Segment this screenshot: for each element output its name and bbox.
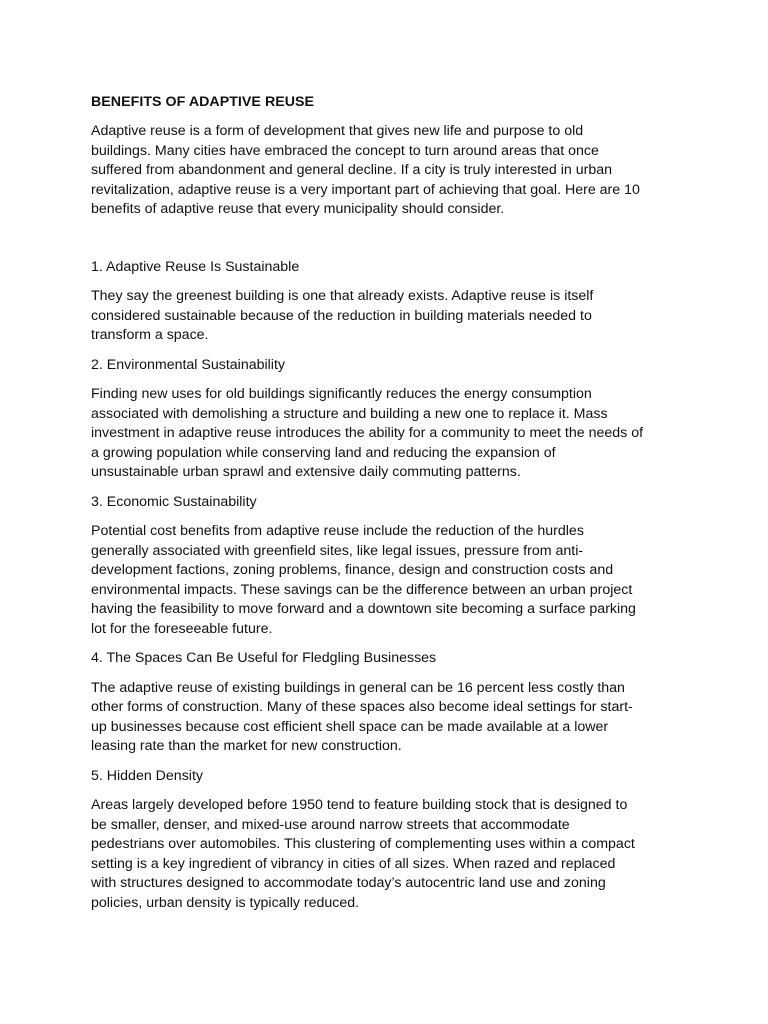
paragraph-line: setting is a key ingredient of vibrancy in cities of all sizes. When razed and replaced: [91, 855, 616, 872]
intro-line: Adaptive reuse is a form of development that gives new life and purpose to old: [91, 123, 584, 139]
paragraph-line: The adaptive reuse of existing buildings in general can be 16 percent less costly than: [91, 679, 625, 696]
paragraph-line: Areas largely developed before 1950 tend to feature building stock that is designed to: [91, 797, 628, 813]
paragraph-line: They say the greenest building is one that already exists. Adaptive reuse is itself: [91, 288, 594, 304]
section-paragraph: [91, 287, 691, 346]
paragraph-line: pedestrians over automobiles. This clustering of complementing uses within a compact: [91, 836, 635, 852]
intro-line: benefits of adaptive reuse that every municipality should consider.: [91, 201, 505, 217]
section-3: [91, 493, 691, 640]
paragraph-line: a growing population while conserving land and reducing the expansion of: [91, 444, 556, 461]
paragraph-line: unsustainable urban sprawl and extensive daily commuting patterns.: [91, 464, 521, 480]
paragraph-line: having the feasibility to move forward and a downtown site becoming a surface parking: [91, 601, 636, 617]
section-paragraph: [91, 522, 691, 639]
section-heading: 2. Environmental Sustainability: [91, 356, 285, 373]
document-page: [91, 93, 691, 923]
section-2: [91, 356, 691, 483]
intro-paragraph: [91, 122, 691, 220]
section-4: [91, 649, 691, 757]
section-1: [91, 258, 691, 346]
paragraph-line: leasing rate than the market for new construction.: [91, 738, 402, 754]
intro-line: revitalization, adaptive reuse is a very important part of achieving that goal. Here are 10: [91, 181, 640, 198]
section-heading: 5. Hidden Density: [91, 767, 203, 784]
intro-line: buildings. Many cities have embraced the concept to turn around areas that once: [91, 142, 599, 159]
document-title: BENEFITS OF ADAPTIVE REUSE: [91, 94, 315, 110]
paragraph-line: investment in adaptive reuse introduces the ability for a community to meet the needs of: [91, 425, 644, 441]
intro-line: suffered from abandonment and general decline. If a city is truly interested in urban: [91, 162, 613, 178]
section-paragraph: [91, 796, 691, 913]
section-5: [91, 767, 691, 914]
paragraph-line: transform a space.: [91, 327, 209, 343]
section-heading: 1. Adaptive Reuse Is Sustainable: [91, 258, 300, 275]
paragraph-line: other forms of construction. Many of these spaces also become ideal settings for start-: [91, 699, 633, 715]
paragraph-line: environmental impacts. These savings can be the difference between an urban project: [91, 581, 633, 598]
paragraph-line: with structures designed to accommodate today’s autocentric land use and zoning: [91, 875, 606, 891]
paragraph-line: policies, urban density is typically reduced.: [91, 894, 360, 911]
paragraph-line: associated with demolishing a structure and building a new one to replace it. Mass: [91, 405, 608, 422]
section-heading: 3. Economic Sustainability: [91, 493, 257, 510]
paragraph-line: considered sustainable because of the reduction in building materials needed to: [91, 307, 592, 324]
section-paragraph: [91, 385, 691, 483]
paragraph-line: development factions, zoning problems, finance, design and construction costs and: [91, 562, 614, 578]
paragraph-line: generally associated with greenfield sites, like legal issues, pressure from anti-: [91, 542, 584, 559]
paragraph-line: Potential cost benefits from adaptive reuse include the reduction of the hurdles: [91, 523, 584, 539]
paragraph-line: be smaller, denser, and mixed-use around narrow streets that accommodate: [91, 816, 570, 833]
paragraph-line: lot for the foreseeable future.: [91, 620, 273, 637]
paragraph-line: Finding new uses for old buildings significantly reduces the energy consumption: [91, 386, 592, 402]
section-paragraph: [91, 679, 691, 757]
section-heading: 4. The Spaces Can Be Useful for Fledgling Businesses: [91, 650, 437, 666]
paragraph-line: up businesses because cost efficient shell space can be made available at a lower: [91, 718, 609, 735]
